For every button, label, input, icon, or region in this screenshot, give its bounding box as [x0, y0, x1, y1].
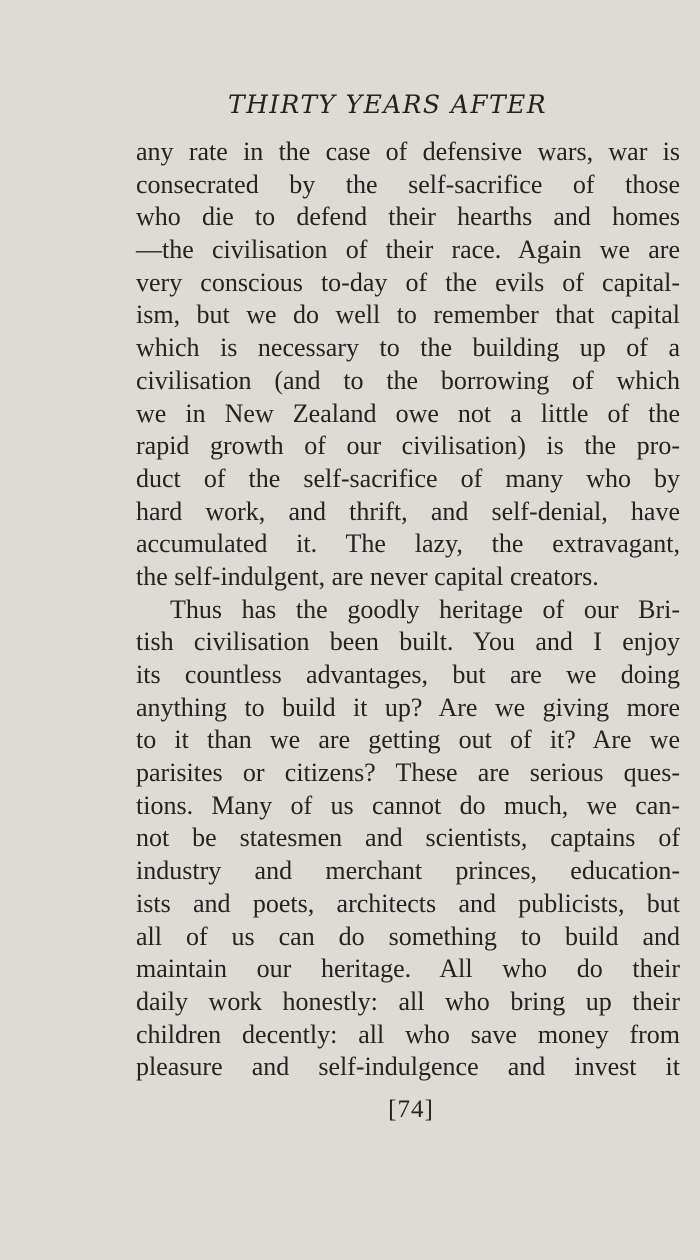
text-line: its countless advantages, but are we doing: [136, 660, 680, 689]
paragraph-start-line: Thus has the goodly heritage of our Bri-: [170, 594, 680, 624]
text-line: any rate in the case of defensive wars, war is: [136, 137, 680, 166]
text-line: all of us can do something to build and: [136, 921, 680, 951]
text-line: hard work, and thrift, and self-denial, have: [136, 496, 680, 526]
text-line: maintain our heritage. All who do their: [136, 954, 680, 984]
text-line: which is necessary to the building up of a: [136, 333, 680, 363]
running-head: THIRTY YEARS AFTER: [228, 90, 547, 119]
text-line: children decently: all who save money from: [136, 1019, 680, 1049]
text-line: rapid growth of our civilisation) is the pro-: [136, 431, 680, 461]
text-line: daily work honestly: all who bring up their: [136, 986, 680, 1016]
text-line: —the civilisation of their race. Again we are: [136, 235, 680, 265]
text-line: we in New Zealand owe not a little of the: [136, 398, 680, 428]
text-line: accumulated it. The lazy, the extravagant,: [136, 529, 680, 559]
page-number: [74]: [388, 1096, 434, 1123]
text-line: ism, but we do well to remember that capital: [136, 300, 680, 330]
text-line: very conscious to-day of the evils of capital-: [136, 267, 680, 297]
text-line: anything to build it up? Are we giving more: [136, 692, 680, 722]
text-line: parisites or citizens? These are serious ques-: [136, 758, 680, 788]
text-line: tions. Many of us cannot do much, we can-: [136, 790, 680, 820]
text-line: duct of the self-sacrifice of many who by: [136, 463, 680, 493]
text-line: consecrated by the self-sacrifice of those: [136, 169, 680, 199]
text-line: who die to defend their hearths and homes: [136, 202, 680, 232]
text-line: industry and merchant princes, education-: [136, 856, 680, 886]
text-line: not be statesmen and scientists, captains of: [136, 823, 680, 853]
text-line: ists and poets, architects and publicists, but: [136, 888, 680, 918]
text-line: to it than we are getting out of it? Are we: [136, 725, 680, 755]
text-line: civilisation (and to the borrowing of which: [136, 365, 680, 395]
body-text: [136, 136, 680, 1084]
text-line: pleasure and self-indulgence and invest it: [136, 1052, 680, 1082]
text-line: tish civilisation been built. You and I enjoy: [136, 627, 680, 657]
paragraph-end-line: the self-indulgent, are never capital creators.: [136, 561, 599, 591]
